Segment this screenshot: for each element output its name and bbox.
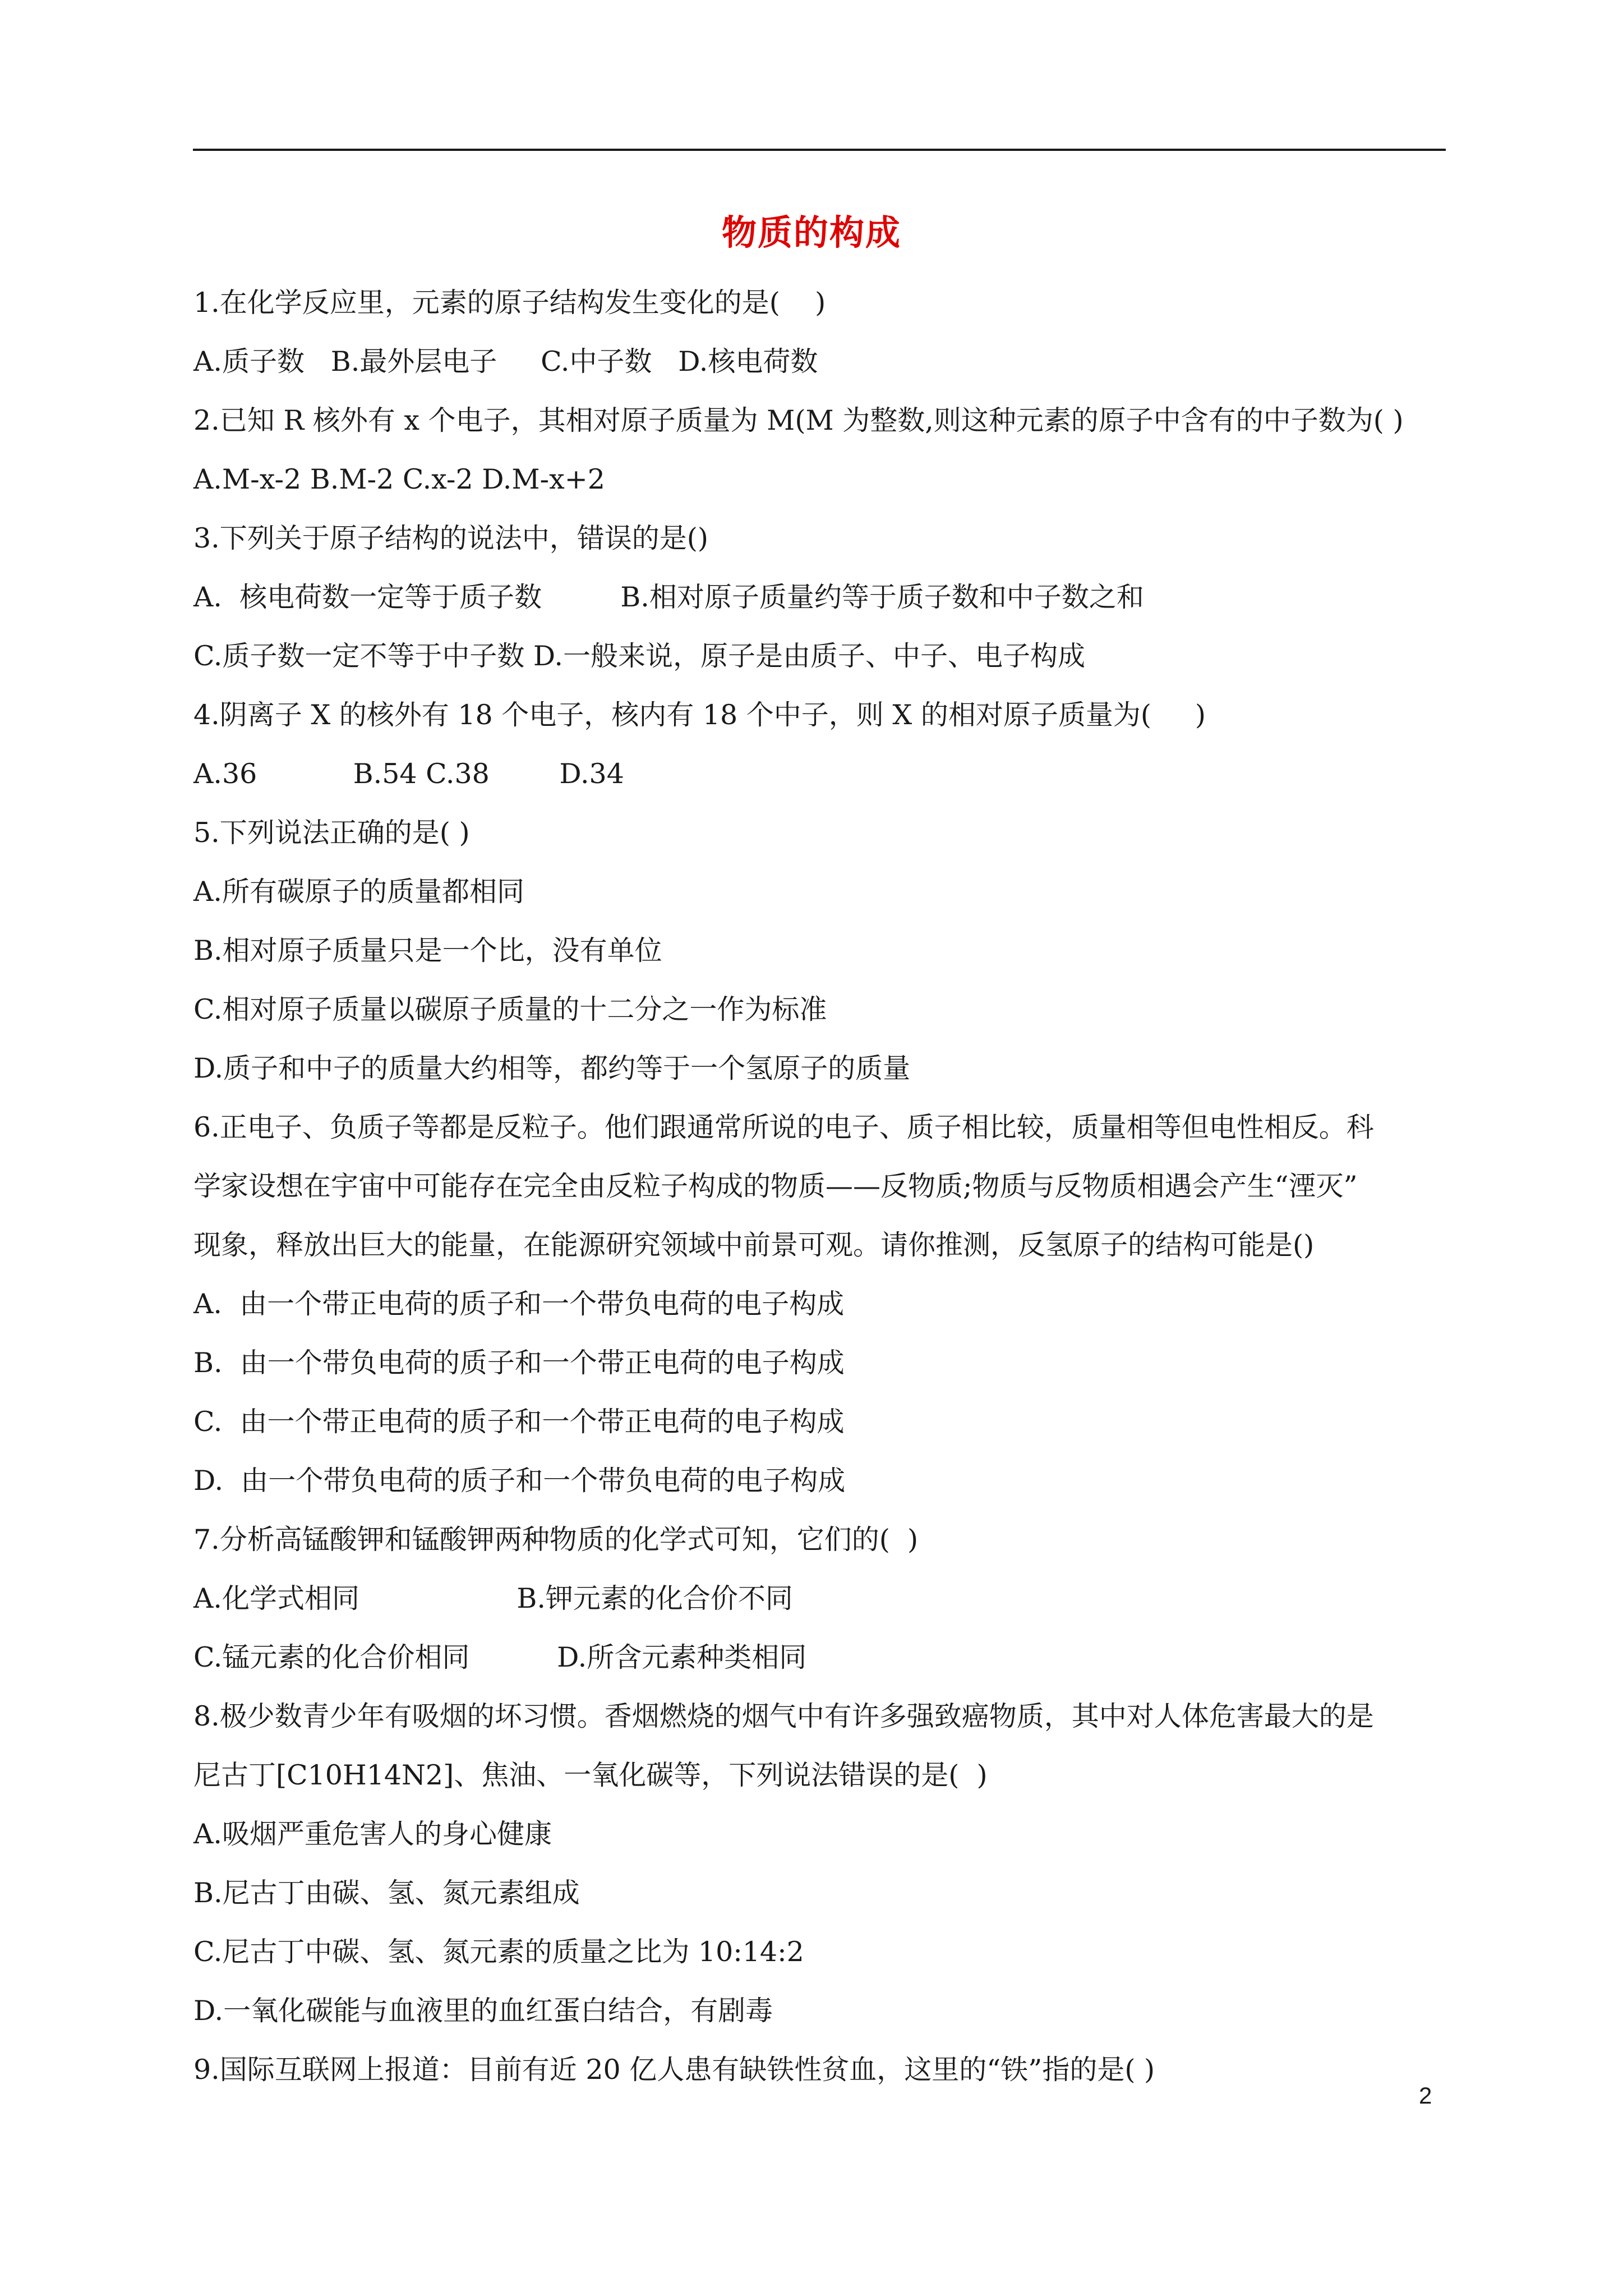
text-line: 3.下列关于原子结构的说法中，错误的是(): [193, 522, 708, 554]
text-line: 9.国际互联网上报道：目前有近 20 亿人患有缺铁性贫血，这里的“铁”指的是( ): [193, 2054, 1155, 2086]
text-line: 6.正电子、负质子等都是反粒子。他们跟通常所说的电子、质子相比较，质量相等但电性相反。科: [193, 1111, 1374, 1143]
text-line: C. 由一个带正电荷的质子和一个带正电荷的电子构成: [193, 1406, 845, 1438]
text-line: A.化学式相同 B.钾元素的化合价不同: [193, 1582, 793, 1614]
text-line: D.质子和中子的质量大约相等，都约等于一个氢原子的质量: [193, 1052, 911, 1084]
text-line: A.所有碳原子的质量都相同: [193, 876, 524, 908]
text-line: 尼古丁[C10H14N2]、焦油、一氧化碳等，下列说法错误的是( ): [193, 1759, 988, 1791]
text-line: 4.阴离子 X 的核外有 18 个电子，核内有 18 个中子，则 X 的相对原子质量为( ): [193, 699, 1206, 731]
text-line: 2.已知 R 核外有 x 个电子，其相对原子质量为 M(M 为整数,则这种元素的原子中含有的中子数为( ): [193, 404, 1404, 436]
text-line: 现象，释放出巨大的能量，在能源研究领域中前景可观。请你推测，反氢原子的结构可能是(): [193, 1229, 1315, 1261]
text-line: B.相对原子质量只是一个比，没有单位: [193, 935, 662, 967]
text-line: D.一氧化碳能与血液里的血红蛋白结合，有剧毒: [193, 1995, 773, 2027]
text-line: A. 核电荷数一定等于质子数 B.相对原子质量约等于质子数和中子数之和: [193, 581, 1144, 613]
text-line: D. 由一个带负电荷的质子和一个带负电荷的电子构成: [193, 1465, 846, 1497]
text-line: 7.分析高锰酸钾和锰酸钾两种物质的化学式可知，它们的( ): [193, 1524, 919, 1556]
text-line: 8.极少数青少年有吸烟的坏习惯。香烟燃烧的烟气中有许多强致癌物质，其中对人体危害最大的是: [193, 1700, 1374, 1732]
text-line: A. 由一个带正电荷的质子和一个带负电荷的电子构成: [193, 1288, 845, 1320]
header-rule: [193, 149, 1446, 151]
text-line: C.质子数一定不等于中子数 D.一般来说，原子是由质子、中子、电子构成: [193, 640, 1086, 672]
text-line: A.吸烟严重危害人的身心健康: [193, 1818, 552, 1850]
text-line: C.锰元素的化合价相同 D.所含元素种类相同: [193, 1641, 807, 1673]
page-number: 2: [1419, 2082, 1432, 2109]
text-line: B. 由一个带负电荷的质子和一个带正电荷的电子构成: [193, 1347, 845, 1379]
text-line: 5.下列说法正确的是( ): [193, 817, 470, 849]
text-line: 学家设想在宇宙中可能存在完全由反粒子构成的物质——反物质;物质与反物质相遇会产生“湮灭”: [193, 1170, 1358, 1202]
text-line: A.质子数 B.最外层电子 C.中子数 D.核电荷数: [193, 346, 818, 378]
text-line: 1.在化学反应里，元素的原子结构发生变化的是( ): [193, 287, 826, 319]
text-line: A.36 B.54 C.38 D.34: [193, 758, 624, 790]
text-line: B.尼古丁由碳、氢、氮元素组成: [193, 1877, 580, 1909]
text-line: C.相对原子质量以碳原子质量的十二分之一作为标准: [193, 993, 827, 1025]
text-line: A.M-x-2 B.M-2 C.x-2 D.M-x+2: [193, 463, 605, 495]
text-line: C.尼古丁中碳、氢、氮元素的质量之比为 10:14:2: [193, 1936, 804, 1968]
page-title: 物质的构成: [721, 212, 901, 253]
